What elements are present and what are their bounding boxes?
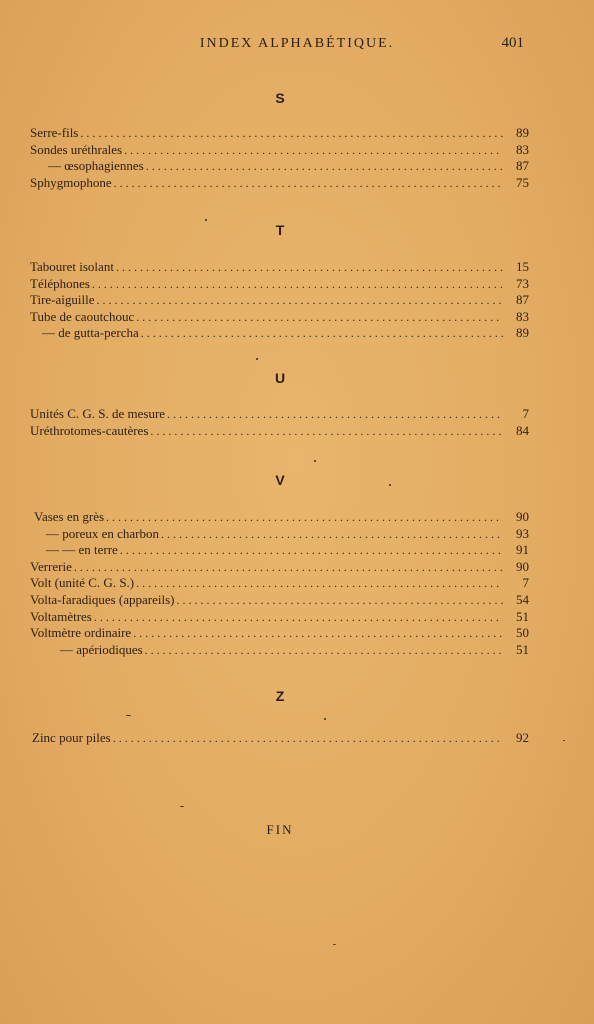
- entry-page: 75: [516, 174, 529, 190]
- dot-leader: [146, 158, 503, 175]
- entry-page: 84: [516, 422, 529, 438]
- dot-leader: [92, 276, 503, 293]
- dot-leader: [74, 559, 503, 576]
- entry-term: Unités C. G. S. de mesure: [30, 406, 166, 421]
- entry-page: 87: [516, 158, 529, 174]
- paper-speck: [389, 484, 391, 486]
- entry-term: Zinc pour piles: [32, 730, 111, 745]
- index-entry: [30, 142, 529, 159]
- entry-term: Tire-aiguille: [30, 292, 95, 308]
- entry-term: — — en terre: [46, 542, 118, 558]
- index-entry: [30, 542, 529, 559]
- entry-page: 83: [516, 308, 529, 324]
- entry-page: 90: [516, 558, 529, 574]
- entry-term: — apériodiques: [60, 641, 143, 657]
- entry-term: Uréthrotomes-cautères: [30, 422, 149, 438]
- entry-page: 90: [516, 509, 529, 524]
- index-entry: [30, 526, 529, 543]
- index-entry: [30, 158, 529, 175]
- dot-leader: [106, 509, 503, 526]
- entry-page: 83: [516, 141, 529, 157]
- dot-leader: [116, 259, 503, 276]
- section-letter-u: U: [274, 370, 286, 386]
- entry-term: Tube de caoutchouc: [30, 308, 135, 324]
- paper-speck: [333, 944, 336, 945]
- entry-term: — œsophagiennes: [48, 158, 144, 174]
- index-entry: [30, 406, 529, 423]
- dot-leader: [94, 609, 503, 626]
- index-entry: [30, 175, 529, 192]
- section-letter-v: V: [275, 472, 285, 488]
- index-entry: [30, 276, 529, 293]
- page-number: 401: [501, 35, 524, 51]
- dot-leader: [133, 625, 503, 642]
- index-entry: [30, 423, 529, 440]
- index-entry: [30, 325, 529, 342]
- entry-term: Voltamètres: [30, 608, 92, 624]
- paper-speck: [324, 718, 326, 720]
- entry-term: Sphygmophone: [30, 174, 112, 190]
- entry-term: Téléphones: [30, 275, 90, 291]
- entry-page: 91: [516, 542, 529, 558]
- dot-leader: [145, 642, 503, 659]
- dot-leader: [161, 526, 503, 543]
- entry-term: Voltmètre ordinaire: [30, 625, 132, 641]
- index-entry: [30, 642, 529, 659]
- index-entry: [30, 292, 529, 309]
- entry-term: Vases en grès: [34, 509, 105, 524]
- index-entry: [30, 575, 529, 592]
- index-entry: [30, 609, 529, 626]
- entry-term: Sondes uréthrales: [30, 141, 123, 157]
- end-marker: FIN: [266, 822, 294, 837]
- entry-term: Volt (unité C. G. S.): [30, 575, 135, 591]
- dot-leader: [113, 730, 503, 747]
- index-entry: [30, 592, 529, 609]
- dot-leader: [120, 542, 503, 559]
- dot-leader: [167, 406, 503, 423]
- entry-page: 7: [522, 575, 529, 591]
- entry-page: 15: [516, 259, 529, 274]
- section-letter-t: T: [275, 222, 285, 238]
- header-title: INDEX ALPHABÉTIQUE.: [199, 36, 395, 51]
- dot-leader: [97, 292, 503, 309]
- index-entry: [30, 125, 529, 142]
- entry-page: 50: [516, 625, 529, 641]
- section-v-entries: [30, 509, 529, 658]
- index-entry: [30, 730, 529, 747]
- entry-page: 51: [516, 608, 529, 624]
- dot-leader: [124, 142, 503, 159]
- entry-page: 89: [516, 125, 529, 140]
- index-entry: [30, 309, 529, 326]
- entry-page: 54: [516, 591, 529, 607]
- dot-leader: [136, 309, 503, 326]
- entry-term: Tabouret isolant: [30, 259, 114, 274]
- entry-page: 73: [516, 275, 529, 291]
- index-entry: [30, 625, 529, 642]
- section-s-entries: [30, 125, 529, 191]
- entry-page: 87: [516, 292, 529, 308]
- index-entry: [30, 259, 529, 276]
- entry-term: Serre-fils: [30, 125, 79, 140]
- entry-term: — de gutta-percha: [42, 325, 139, 341]
- entry-page: 7: [522, 406, 529, 421]
- paper-speck: [126, 715, 131, 716]
- entry-page: 93: [516, 525, 529, 541]
- entry-page: 89: [516, 325, 529, 341]
- section-u-entries: [30, 406, 529, 439]
- paper-speck: [256, 358, 258, 360]
- entry-page: 92: [516, 730, 529, 745]
- paper-speck: [180, 806, 184, 807]
- dot-leader: [177, 592, 503, 609]
- running-header: [0, 36, 594, 56]
- section-letter-z: Z: [275, 688, 285, 704]
- dot-leader: [114, 175, 503, 192]
- dot-leader: [136, 575, 503, 592]
- entry-term: — poreux en charbon: [46, 525, 159, 541]
- paper-speck: [563, 740, 565, 741]
- dot-leader: [80, 125, 503, 142]
- section-letter-s: S: [275, 90, 285, 106]
- dot-leader: [150, 423, 503, 440]
- entry-page: 51: [516, 641, 529, 657]
- index-entry: [30, 509, 529, 526]
- dot-leader: [141, 325, 503, 342]
- entry-term: Volta-faradiques (appareils): [30, 591, 175, 607]
- index-entry: [30, 559, 529, 576]
- paper-speck: [314, 460, 316, 462]
- section-t-entries: [30, 259, 529, 342]
- section-z-entries: [30, 730, 529, 747]
- paper-speck: [205, 219, 207, 221]
- entry-term: Verrerie: [30, 558, 72, 574]
